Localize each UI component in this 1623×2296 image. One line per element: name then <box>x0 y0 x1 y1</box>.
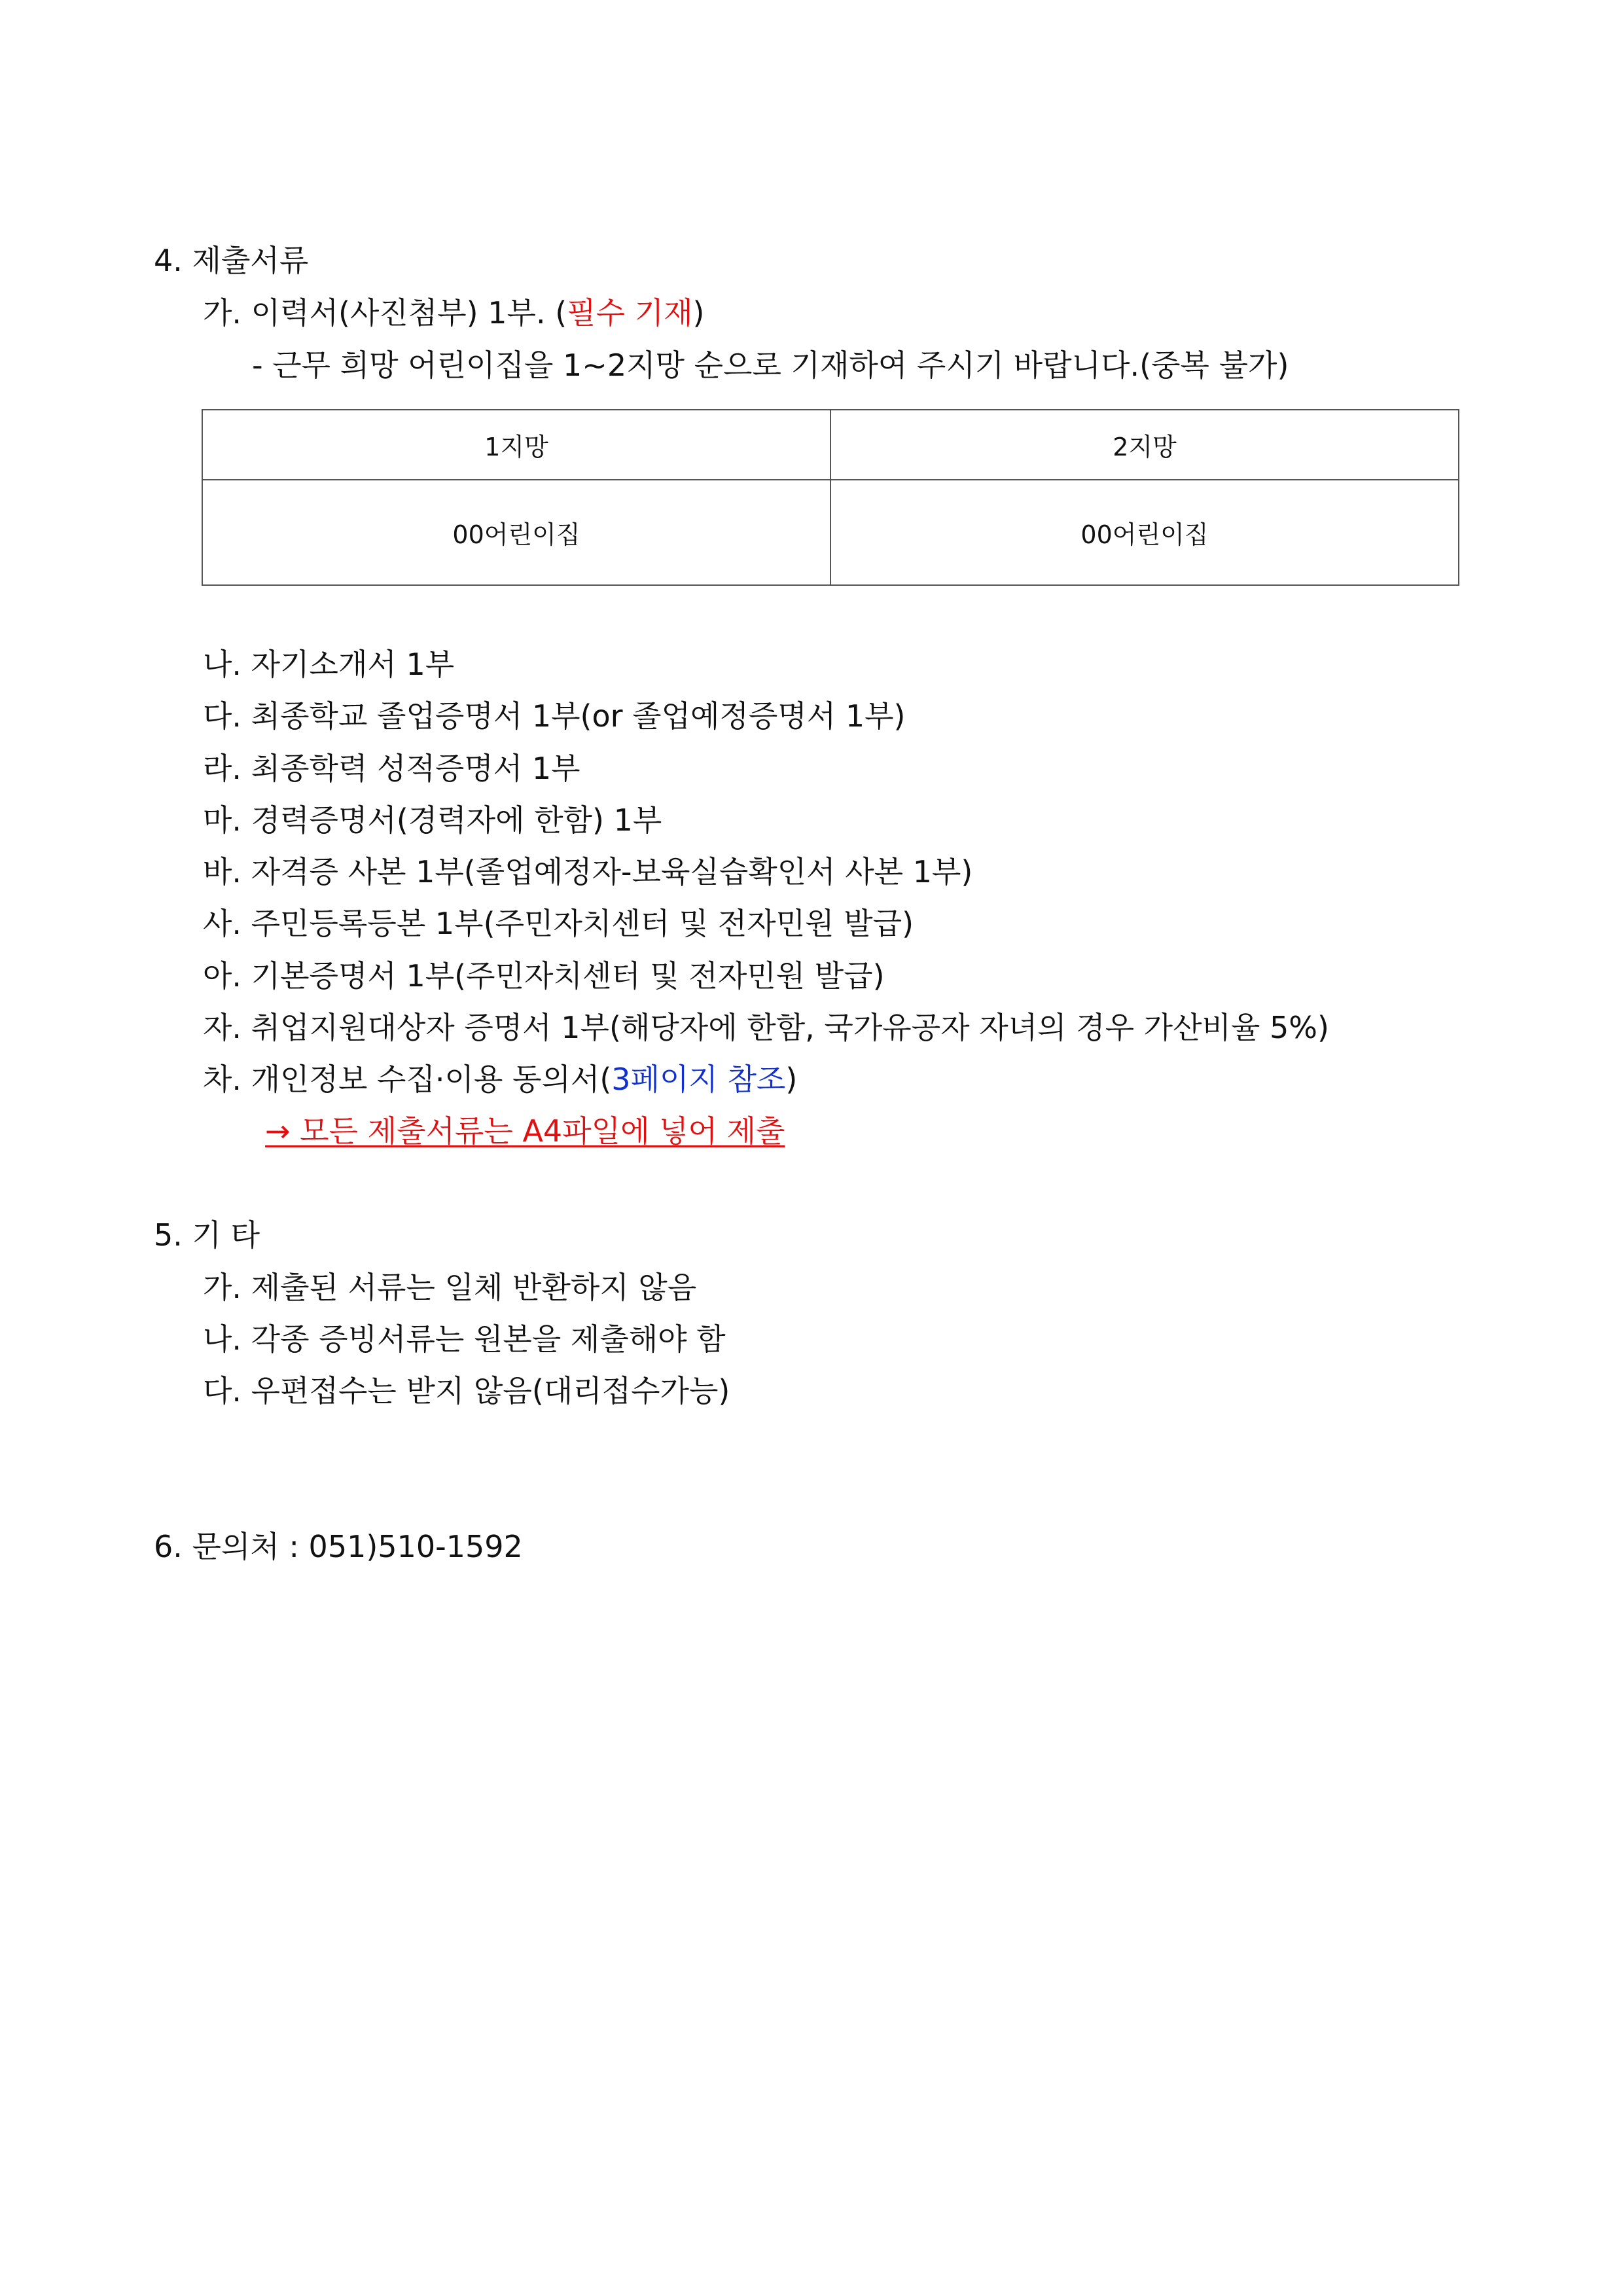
preference-note: - 근무 희망 어린이집을 1~2지망 순으로 기재하여 주시기 바랍니다.(중복 불가) <box>252 348 1289 383</box>
list-item: 바. 자격증 사본 1부(졸업예정자-보육실습확인서 사본 1부) <box>203 854 973 889</box>
page-reference-link: 3페이지 참조 <box>611 1062 786 1097</box>
list-item: 다. 최종학교 졸업증명서 1부(or 졸업예정증명서 1부) <box>203 698 906 734</box>
header-second-choice: 2지망 <box>830 410 1459 480</box>
list-item: 나. 각종 증빙서류는 원본을 제출해야 함 <box>203 1321 726 1357</box>
item-cha-consent <box>203 1060 797 1099</box>
item-cha-suffix: ) <box>785 1062 798 1097</box>
submission-notice: → 모든 제출서류는 A4파일에 넣어 제출 <box>265 1113 785 1149</box>
item-cha-prefix: 차. 개인정보 수집·이용 동의서( <box>203 1062 612 1097</box>
list-item: 아. 기본증명서 1부(주민자치센터 및 전자민원 발급) <box>203 958 885 994</box>
section-4-heading: 4. 제출서류 <box>154 243 309 278</box>
section-6-contact: 6. 문의처 : 051)510-1592 <box>154 1529 523 1564</box>
required-highlight: 필수 기재 <box>567 295 693 331</box>
item-ga-prefix: 가. 이력서(사진첨부) 1부. ( <box>203 295 567 331</box>
section-5-heading: 5. 기 타 <box>154 1217 260 1253</box>
second-choice-value: 00어린이집 <box>830 480 1459 585</box>
item-ga-resume <box>203 293 704 332</box>
item-ga-suffix: ) <box>692 295 705 331</box>
table-row <box>202 480 1459 585</box>
preference-table <box>202 409 1459 586</box>
list-item: 다. 우편접수는 받지 않음(대리접수가능) <box>203 1373 730 1408</box>
table-row <box>202 410 1459 480</box>
list-item: 가. 제출된 서류는 일체 반환하지 않음 <box>203 1270 697 1305</box>
list-item: 사. 주민등록등본 1부(주민자치센터 및 전자민원 발급) <box>203 906 914 941</box>
first-choice-value: 00어린이집 <box>202 480 830 585</box>
list-item: 자. 취업지원대상자 증명서 1부(해당자에 한함, 국가유공자 자녀의 경우 가산비율 5%) <box>203 1010 1329 1045</box>
header-first-choice: 1지망 <box>202 410 830 480</box>
list-item: 라. 최종학력 성적증명서 1부 <box>203 751 580 786</box>
list-item: 마. 경력증명서(경력자에 한함) 1부 <box>203 802 662 838</box>
list-item: 나. 자기소개서 1부 <box>203 647 455 682</box>
